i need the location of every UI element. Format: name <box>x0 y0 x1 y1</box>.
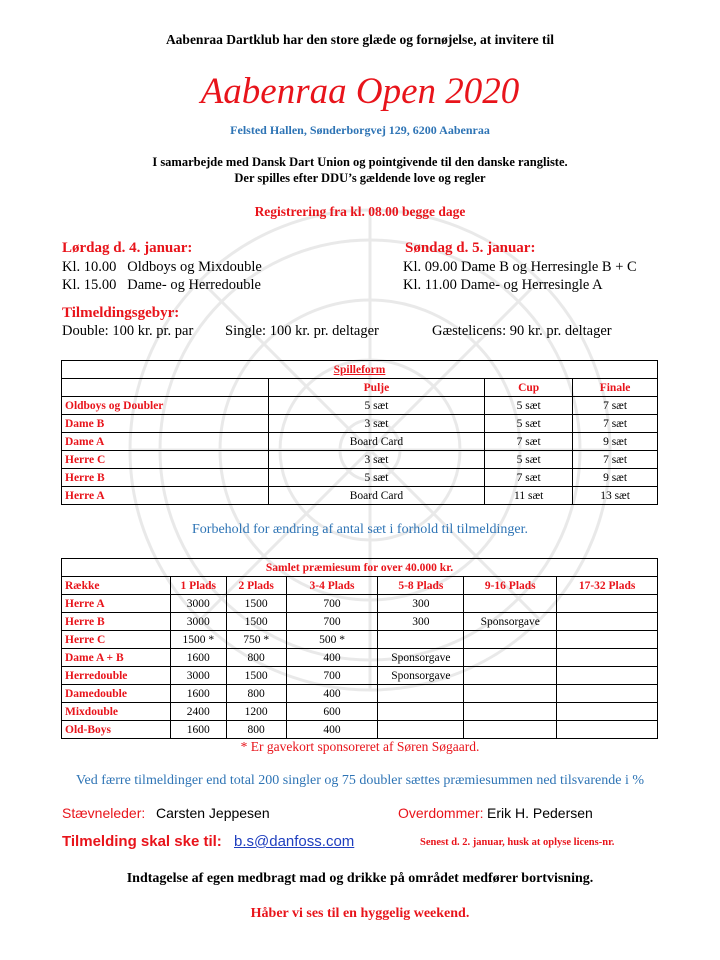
column-header: 5-8 Plads <box>378 577 464 595</box>
table-cell <box>464 685 557 703</box>
row-label: Oldboys og Doubler <box>62 397 269 415</box>
table-cell: 500 * <box>286 631 378 649</box>
fee-guest: Gæstelicens: 90 kr. pr. deltager <box>432 323 612 339</box>
table-cell: 5 sæt <box>268 397 485 415</box>
table-row <box>62 415 658 433</box>
row-label: Herre C <box>62 631 171 649</box>
table-cell: 2400 <box>170 703 226 721</box>
table-cell: 300 <box>378 613 464 631</box>
table-cell: 400 <box>286 685 378 703</box>
prize-table <box>61 558 658 739</box>
fee-double: Double: 100 kr. pr. par <box>62 323 194 339</box>
table-cell <box>557 631 658 649</box>
column-header: 1 Plads <box>170 577 226 595</box>
column-header: Række <box>62 577 171 595</box>
reservation-note: Forbehold for ændring af antal sæt i forhold til tilmeldinger. <box>192 522 528 537</box>
table-cell <box>378 703 464 721</box>
table-cell <box>464 703 557 721</box>
table-cell: 3 sæt <box>268 415 485 433</box>
prize-table-title: Samlet præmiesum for over 40.000 kr. <box>62 559 658 577</box>
column-header: 2 Plads <box>226 577 286 595</box>
table-cell: 1200 <box>226 703 286 721</box>
table-row <box>62 667 658 685</box>
saturday-line-1: Kl. 10.00 Oldboys og Mixdouble <box>62 259 262 275</box>
table-cell <box>557 667 658 685</box>
table-cell: 7 sæt <box>573 415 658 433</box>
table-cell: 3 sæt <box>268 451 485 469</box>
table-cell: 700 <box>286 667 378 685</box>
leader-label: Stævneleder: <box>62 805 146 821</box>
table-cell: 1600 <box>170 649 226 667</box>
column-header <box>62 379 269 397</box>
spilleform-title: Spilleform <box>62 361 658 379</box>
table-cell: Board Card <box>268 487 485 505</box>
row-label: Mixdouble <box>62 703 171 721</box>
sponsor-note: * Er gavekort sponsoreret af Søren Søgaard. <box>240 739 480 754</box>
table-cell <box>557 613 658 631</box>
referee-label: Overdommer: <box>398 805 484 821</box>
column-header: 3-4 Plads <box>286 577 378 595</box>
table-header-row <box>62 577 658 595</box>
row-label: Herredouble <box>62 667 171 685</box>
table-cell: 750 * <box>226 631 286 649</box>
table-cell: 600 <box>286 703 378 721</box>
table-cell: 11 sæt <box>485 487 573 505</box>
table-cell <box>464 631 557 649</box>
table-cell: 800 <box>226 721 286 739</box>
table-cell: 300 <box>378 595 464 613</box>
table-header-row <box>62 379 658 397</box>
page-title: Aabenraa Open 2020 <box>200 71 520 112</box>
table-cell: Board Card <box>268 433 485 451</box>
table-cell <box>464 595 557 613</box>
table-row <box>62 703 658 721</box>
table-cell: 400 <box>286 649 378 667</box>
column-header: Pulje <box>268 379 485 397</box>
venue-text: Felsted Hallen, Sønderborgvej 129, 6200 Aabenraa <box>230 123 490 137</box>
table-row <box>62 721 658 739</box>
table-row <box>62 451 658 469</box>
row-label: Dame A <box>62 433 269 451</box>
intro-text: Aabenraa Dartklub har den store glæde og fornøjelse, at invitere til <box>165 32 555 47</box>
table-cell: 700 <box>286 613 378 631</box>
sunday-heading: Søndag d. 5. januar: <box>405 240 536 256</box>
row-label: Herre C <box>62 451 269 469</box>
table-row <box>62 631 658 649</box>
row-label: Herre B <box>62 469 269 487</box>
fee-heading: Tilmeldingsgebyr: <box>62 305 180 321</box>
reduction-note: Ved færre tilmeldinger end total 200 singler og 75 doubler sættes præmiesummen ned tilsvarende i % <box>75 773 645 788</box>
saturday-heading: Lørdag d. 4. januar: <box>62 240 193 256</box>
table-cell: 7 sæt <box>485 433 573 451</box>
saturday-line-2: Kl. 15.00 Dame- og Herredouble <box>62 277 261 293</box>
table-row <box>62 487 658 505</box>
cooperation-line-2: Der spilles efter DDU’s gældende love og regler <box>234 171 486 185</box>
table-cell <box>557 703 658 721</box>
fee-single: Single: 100 kr. pr. deltager <box>225 323 379 339</box>
column-header: 17-32 Plads <box>557 577 658 595</box>
table-cell: 7 sæt <box>485 469 573 487</box>
row-label: Herre B <box>62 613 171 631</box>
table-cell: 3000 <box>170 595 226 613</box>
table-cell: 5 sæt <box>485 451 573 469</box>
table-cell: Sponsorgave <box>378 649 464 667</box>
sunday-line-1: Kl. 09.00 Dame B og Herresingle B + C <box>403 259 637 275</box>
table-cell: 1500 <box>226 595 286 613</box>
table-cell: 1500 <box>226 667 286 685</box>
table-cell: 5 sæt <box>485 415 573 433</box>
table-cell: 9 sæt <box>573 469 658 487</box>
table-cell: 13 sæt <box>573 487 658 505</box>
table-cell <box>557 595 658 613</box>
table-cell: 1500 * <box>170 631 226 649</box>
spilleform-table <box>61 360 658 505</box>
table-row <box>62 685 658 703</box>
registration-text: Registrering fra kl. 08.00 begge dage <box>254 204 466 219</box>
table-cell: 5 sæt <box>268 469 485 487</box>
table-cell <box>378 685 464 703</box>
table-cell: Sponsorgave <box>378 667 464 685</box>
table-cell: 5 sæt <box>485 397 573 415</box>
table-cell <box>557 721 658 739</box>
table-cell: 800 <box>226 685 286 703</box>
row-label: Dame A + B <box>62 649 171 667</box>
table-cell <box>557 649 658 667</box>
table-cell: 1500 <box>226 613 286 631</box>
signup-deadline: Senest d. 2. januar, husk at oplyse licens-nr. <box>420 837 615 848</box>
table-row <box>62 595 658 613</box>
table-row <box>62 433 658 451</box>
closing-text: Håber vi ses til en hyggelig weekend. <box>250 906 470 921</box>
table-cell <box>378 631 464 649</box>
table-cell: 7 sæt <box>573 397 658 415</box>
row-label: Dame B <box>62 415 269 433</box>
referee-name: Erik H. Pedersen <box>487 805 593 821</box>
table-cell: 3000 <box>170 667 226 685</box>
table-row <box>62 397 658 415</box>
table-row <box>62 649 658 667</box>
row-label: Herre A <box>62 487 269 505</box>
table-cell: 800 <box>226 649 286 667</box>
table-cell: 1600 <box>170 721 226 739</box>
row-label: Old-Boys <box>62 721 171 739</box>
table-cell: 9 sæt <box>573 433 658 451</box>
food-notice: Indtagelse af egen medbragt mad og drikke på området medfører bortvisning. <box>126 871 594 886</box>
column-header: Cup <box>485 379 573 397</box>
table-cell: 400 <box>286 721 378 739</box>
table-cell <box>378 721 464 739</box>
row-label: Damedouble <box>62 685 171 703</box>
cooperation-line-1: I samarbejde med Dansk Dart Union og pointgivende til den danske rangliste. <box>152 155 568 169</box>
table-row <box>62 613 658 631</box>
table-cell: Sponsorgave <box>464 613 557 631</box>
table-cell: 3000 <box>170 613 226 631</box>
table-cell: 700 <box>286 595 378 613</box>
signup-label: Tilmelding skal ske til: <box>62 833 222 850</box>
table-row <box>62 469 658 487</box>
row-label: Herre A <box>62 595 171 613</box>
leader-name: Carsten Jeppesen <box>156 805 270 821</box>
column-header: 9-16 Plads <box>464 577 557 595</box>
table-cell: 1600 <box>170 685 226 703</box>
table-cell: 7 sæt <box>573 451 658 469</box>
column-header: Finale <box>573 379 658 397</box>
sunday-line-2: Kl. 11.00 Dame- og Herresingle A <box>403 277 603 293</box>
table-cell <box>464 721 557 739</box>
table-cell <box>557 685 658 703</box>
table-cell <box>464 667 557 685</box>
table-cell <box>464 649 557 667</box>
signup-email-link[interactable]: b.s@danfoss.com <box>234 833 355 850</box>
